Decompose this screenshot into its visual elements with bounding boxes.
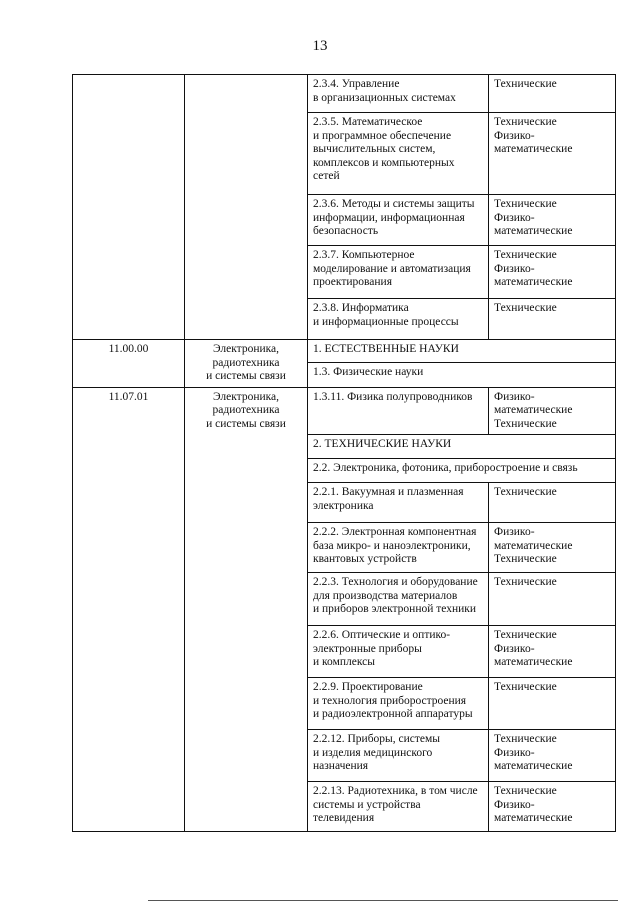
category-cell: Технические [489, 483, 616, 523]
category-cell: Технические Физико- математические [489, 626, 616, 678]
code-cell: 11.07.01 [73, 387, 185, 832]
table-row [73, 340, 616, 363]
table-row [73, 75, 616, 113]
specialty-cell: 2.2.13. Радиотехника, в том числе системы и устройства телевидения [308, 782, 489, 832]
specialty-cell: 2.2.6. Оптические и оптико- электронные приборы и комплексы [308, 626, 489, 678]
specialty-cell: 2.2.1. Вакуумная и плазменная электроника [308, 483, 489, 523]
field-cell: Электроника, радиотехника и системы связи [185, 387, 308, 832]
specialty-cell: 2.3.8. Информатика и информационные процессы [308, 299, 489, 340]
specialty-cell: 2.2.12. Приборы, системы и изделия медицинского назначения [308, 730, 489, 782]
specialty-cell: 2.3.4. Управление в организационных системах [308, 75, 489, 113]
category-cell: Физико- математические Технические [489, 387, 616, 435]
field-cell [185, 75, 308, 340]
category-cell: Технические Физико- математические [489, 195, 616, 246]
category-cell: Технические [489, 299, 616, 340]
specialty-cell: 2.3.6. Методы и системы защиты информации, информационная безопасность [308, 195, 489, 246]
specialty-cell: 2.3.5. Математическое и программное обеспечение вычислительных систем, комплексов и компьютерных сетей [308, 113, 489, 195]
code-cell: 11.00.00 [73, 340, 185, 388]
category-cell: Технические Физико- математические [489, 782, 616, 832]
field-cell: Электроника, радиотехника и системы связи [185, 340, 308, 388]
category-cell: Технические Физико- математические [489, 730, 616, 782]
specialty-cell: 2.2.2. Электронная компонентная база микро- и наноэлектроники, квантовых устройств [308, 523, 489, 573]
bottom-rule [148, 900, 618, 901]
category-cell: Технические [489, 75, 616, 113]
category-cell: Технические [489, 678, 616, 730]
page-number: 13 [312, 38, 328, 54]
category-cell: Технические [489, 573, 616, 626]
category-cell: Технические Физико- математические [489, 113, 616, 195]
specialty-cell: 2.3.7. Компьютерное моделирование и автоматизация проектирования [308, 246, 489, 299]
specialties-table [72, 74, 616, 832]
category-cell: Физико- математические Технические [489, 523, 616, 573]
section-heading: 2. ТЕХНИЧЕСКИЕ НАУКИ [308, 435, 616, 459]
section-heading: 1.3. Физические науки [308, 363, 616, 387]
specialty-cell: 1.3.11. Физика полупроводников [308, 387, 489, 435]
section-heading: 2.2. Электроника, фотоника, приборостроение и связь [308, 459, 616, 483]
section-heading: 1. ЕСТЕСТВЕННЫЕ НАУКИ [308, 340, 616, 363]
category-cell: Технические Физико- математические [489, 246, 616, 299]
table-row [73, 387, 616, 435]
code-cell [73, 75, 185, 340]
specialty-cell: 2.2.9. Проектирование и технология приборостроения и радиоэлектронной аппаратуры [308, 678, 489, 730]
specialty-cell: 2.2.3. Технология и оборудование для производства материалов и приборов электронной техники [308, 573, 489, 626]
